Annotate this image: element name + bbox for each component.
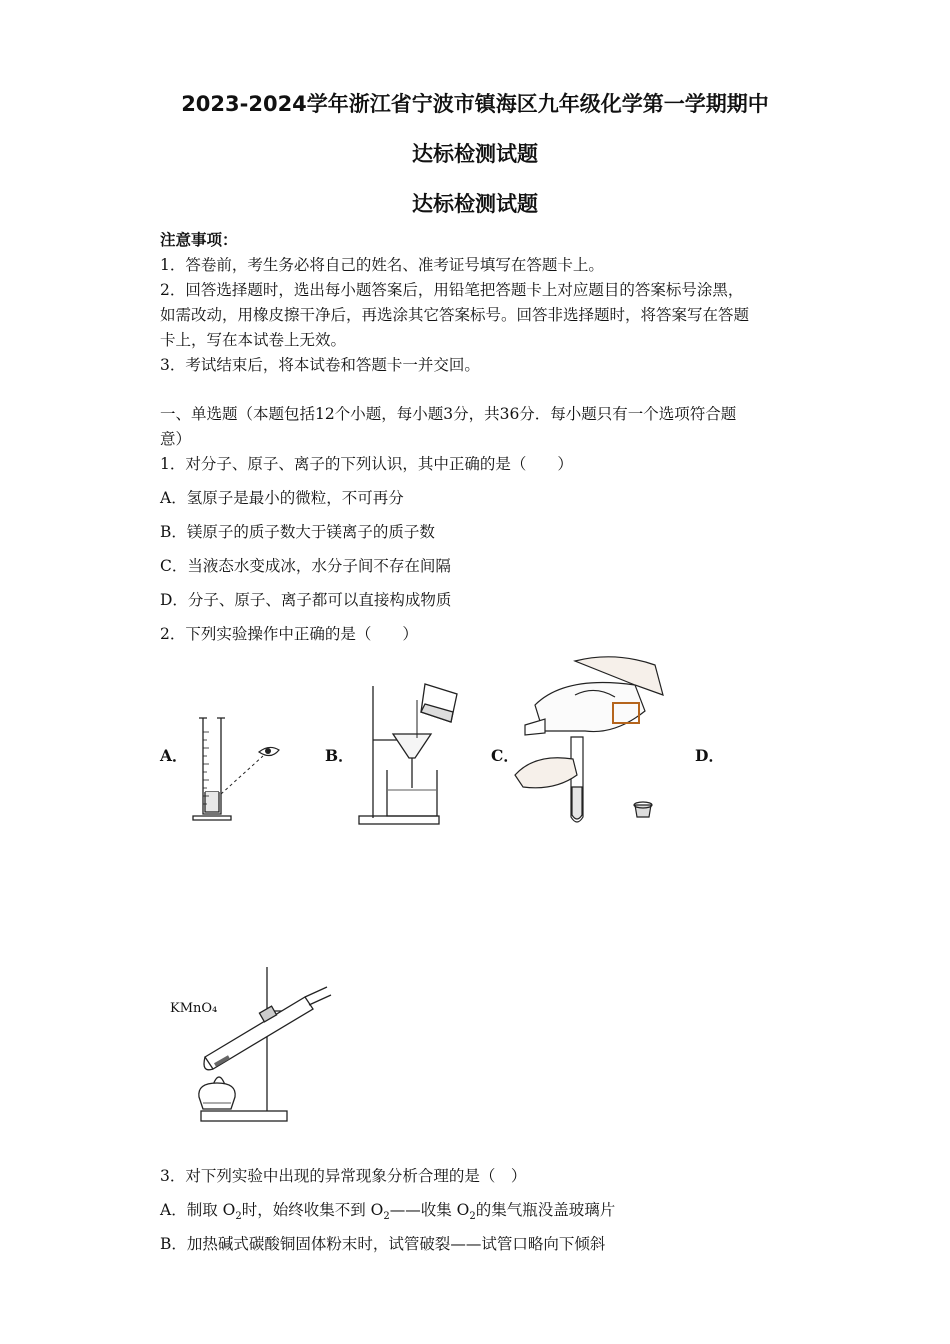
exam-title-line3: 达标检测试题 <box>412 192 538 216</box>
q2-label-d: D． <box>695 746 724 765</box>
filtration-figure <box>355 678 475 828</box>
q2-label-c: C． <box>491 746 519 765</box>
kmno4-label: KMnO₄ <box>170 1001 218 1016</box>
notice-item: 1．答卷前，考生务必将自己的姓名、准考证号填写在答题卡上。 <box>160 256 604 274</box>
q1-option-a: A．氢原子是最小的微粒，不可再分 <box>160 489 404 507</box>
q2-label-b: B． <box>325 746 354 765</box>
notice-item: 卡上，写在本试卷上无效。 <box>160 331 347 349</box>
question-2-stem: 2．下列实验操作中正确的是（ ） <box>160 625 418 643</box>
graduated-cylinder-figure <box>185 712 285 827</box>
section-heading-cont: 意） <box>160 430 192 448</box>
notice-item: 2．回答选择题时，选出每小题答案后，用铅笔把答题卡上对应题目的答案标号涂黑， <box>160 281 744 299</box>
q3-option-b: B．加热碱式碳酸铜固体粉末时，试管破裂——试管口略向下倾斜 <box>160 1235 606 1253</box>
notice-item: 3．考试结束后，将本试卷和答题卡一并交回。 <box>160 356 480 374</box>
q1-option-b: B．镁原子的质子数大于镁离子的质子数 <box>160 523 435 541</box>
eye-icon <box>259 747 279 755</box>
exam-title-line2: 达标检测试题 <box>412 142 538 166</box>
q1-option-d: D．分子、原子、离子都可以直接构成物质 <box>160 591 452 609</box>
notice-item: 如需改动，用橡皮擦干净后，再选涂其它答案标号。回答非选择题时，将答案写在答题 <box>160 306 750 324</box>
q3-option-a: A．制取 $O_2$时，始终收集不到 $O_2——$收集 $O_2$的集气瓶没盖玻璃片 <box>160 1201 616 1223</box>
q1-option-c: C．当液态水变成冰，水分子间不存在间隔 <box>160 557 451 575</box>
question-3-stem: 3．对下列实验中出现的异常现象分析合理的是（ ） <box>160 1167 527 1185</box>
q2-label-a: A． <box>160 746 188 765</box>
exam-title-line1: 2023-2024学年浙江省宁波市镇海区九年级化学第一学期期中 <box>181 92 769 116</box>
question-1-stem: 1．对分子、原子、离子的下列认识，其中正确的是（ ） <box>160 455 573 473</box>
pouring-reagent-figure <box>515 655 675 830</box>
heating-kmno4-figure <box>195 965 335 1125</box>
section-heading: 一、单选题（本题包括12个小题，每小题3分，共36分．每小题只有一个选项符合题 <box>160 405 737 423</box>
notice-heading: 注意事项： <box>160 230 238 249</box>
